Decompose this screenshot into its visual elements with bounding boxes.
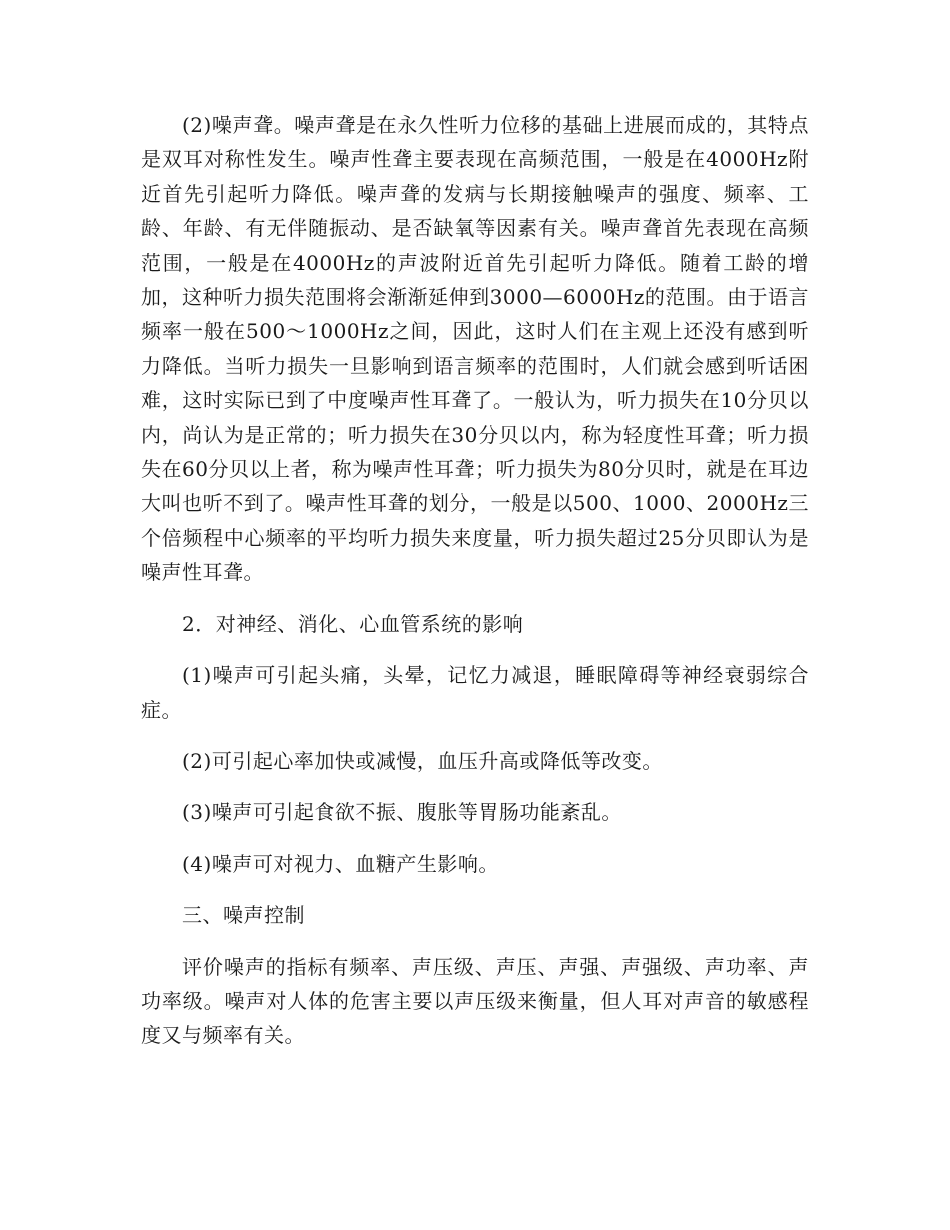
- paragraph-vision-effects: (4)噪声可对视力、血糖产生影响。: [182, 851, 499, 876]
- section-heading-noise-control: 三、噪声控制: [182, 903, 305, 928]
- paragraph-digestive-effects: (3)噪声可引起食欲不振、腹胀等胃肠功能紊乱。: [182, 800, 622, 825]
- paragraph-cardio-effects: (2)可引起心率加快或减慢，血压升高或降低等改变。: [182, 748, 663, 773]
- paragraph-noise-metrics: 评价噪声的指标有频率、声压级、声压、声强、声强级、声功率、声功率级。噪声对人体的危害主要以声压级来衡量，但人耳对声音的敏感程度又与频率有关。: [141, 954, 809, 1048]
- paragraph-noise-deafness: (2)噪声聋。噪声聋是在永久性听力位移的基础上进展而成的，其特点是双耳对称性发生。噪声性聋主要表现在高频范围，一般是在4000Hz附近首先引起听力降低。噪声聋的发病与长期接触噪声的强度、频率、工龄、年龄、有无伴随振动、是否缺氧等因素有关。噪声聋首先表现在高频范围，一般是在4000Hz的声波附近首先引起听力降低。随着工龄的增加，这种听力损失范围将会渐渐延伸到3000—6000Hz的范围。由于语言频率一般在500～1000Hz之间，因此，这时人们在主观上还没有感到听力降低。当听力损失一旦影响到语言频率的范围时，人们就会感到听话困难，这时实际已到了中度噪声性耳聋了。一般认为，听力损失在10分贝以内，尚认为是正常的；听力损失在30分贝以内，称为轻度性耳聋；听力损失在60分贝以上者，称为噪声性耳聋；听力损失为80分贝时，就是在耳边大叫也听不到了。噪声性耳聋的划分，一般是以500、1000、2000Hz三个倍频程中心频率的平均听力损失来度量，听力损失超过25分贝即认为是噪声性耳聋。: [141, 113, 809, 585]
- document-page: [141, 108, 809, 1070]
- paragraph-neuro-effects: (1)噪声可引起头痛，头晕，记忆力减退，睡眠障碍等神经衰弱综合症。: [141, 663, 809, 722]
- section-heading-systemic-effects: 2．对神经、消化、心血管系统的影响: [182, 611, 524, 636]
